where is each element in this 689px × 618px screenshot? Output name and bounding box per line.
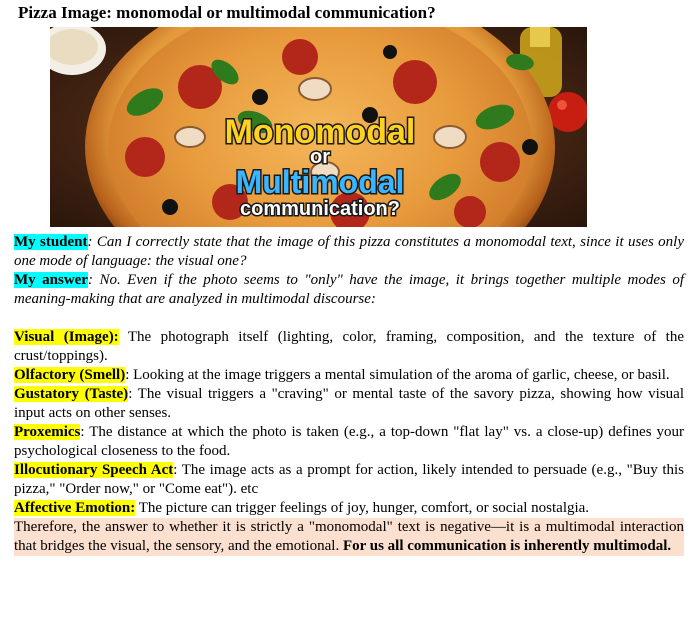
body-text — [14, 233, 684, 556]
mode-visual — [14, 328, 684, 366]
conclusion-bold: For us all communication is inherently multimodal. — [342, 538, 672, 554]
mode-label: Proxemics — [14, 424, 81, 440]
answer-paragraph — [14, 271, 684, 309]
overlay-line4: communication? — [239, 198, 401, 220]
overlay-line2: or — [310, 146, 330, 168]
conclusion-paragraph — [14, 518, 684, 556]
student-label: My student — [14, 234, 88, 250]
mode-proxemics — [14, 423, 684, 461]
mode-label: Olfactory (Smell) — [14, 367, 126, 383]
student-question: : Can I correctly state that the image of this pizza constitutes a monomodal text, since it uses only one mode of language: the visual one? — [14, 234, 684, 269]
conclusion-text: Therefore, the answer to whether it is strictly a "monomodal" text is negative—it is a multimodal interaction that bridges the visual, the sensory, and the emotional. — [14, 519, 684, 554]
mode-label: Visual (Image): — [14, 329, 119, 345]
mode-olfactory — [14, 366, 684, 385]
mode-text: : The distance at which the photo is taken (e.g., a top-down "flat lay" vs. a close-up) defines your psychological closeness to the food. — [14, 424, 684, 459]
answer-text: : No. Even if the photo seems to "only" have the image, it brings together multiple modes of meaning-making that are analyzed in multimodal discourse: — [14, 272, 684, 307]
mode-text: The photograph itself (lighting, color, framing, composition, and the texture of the crust/toppings). — [14, 329, 684, 364]
page-title: Pizza Image: monomodal or multimodal communication? — [18, 3, 436, 22]
mode-text: The picture can trigger feelings of joy, hunger, comfort, or social nostalgia. — [135, 500, 590, 516]
mode-text: : The visual triggers a "craving" or mental taste of the savory pizza, showing how visual input acts on other senses. — [14, 386, 684, 421]
mode-speech-act — [14, 461, 684, 499]
mode-label: Gustatory (Taste) — [14, 386, 129, 402]
mode-gustatory — [14, 385, 684, 423]
overlay-line3: Multimodal — [235, 164, 405, 200]
overlay-line1: Monomodal — [224, 113, 416, 151]
mode-text: : The image acts as a prompt for action, likely intended to persuade (e.g., "Buy this pizza," "Order now," or "Come eat"). etc — [14, 462, 684, 497]
mode-label: Affective Emotion: — [14, 500, 136, 516]
student-paragraph — [14, 233, 684, 271]
pizza-image — [50, 27, 587, 227]
answer-label: My answer — [14, 272, 88, 288]
mode-label: Illocutionary Speech Act — [14, 462, 174, 478]
mode-affective — [14, 499, 684, 518]
mode-text: : Looking at the image triggers a mental simulation of the aroma of garlic, cheese, or basil. — [125, 367, 670, 383]
